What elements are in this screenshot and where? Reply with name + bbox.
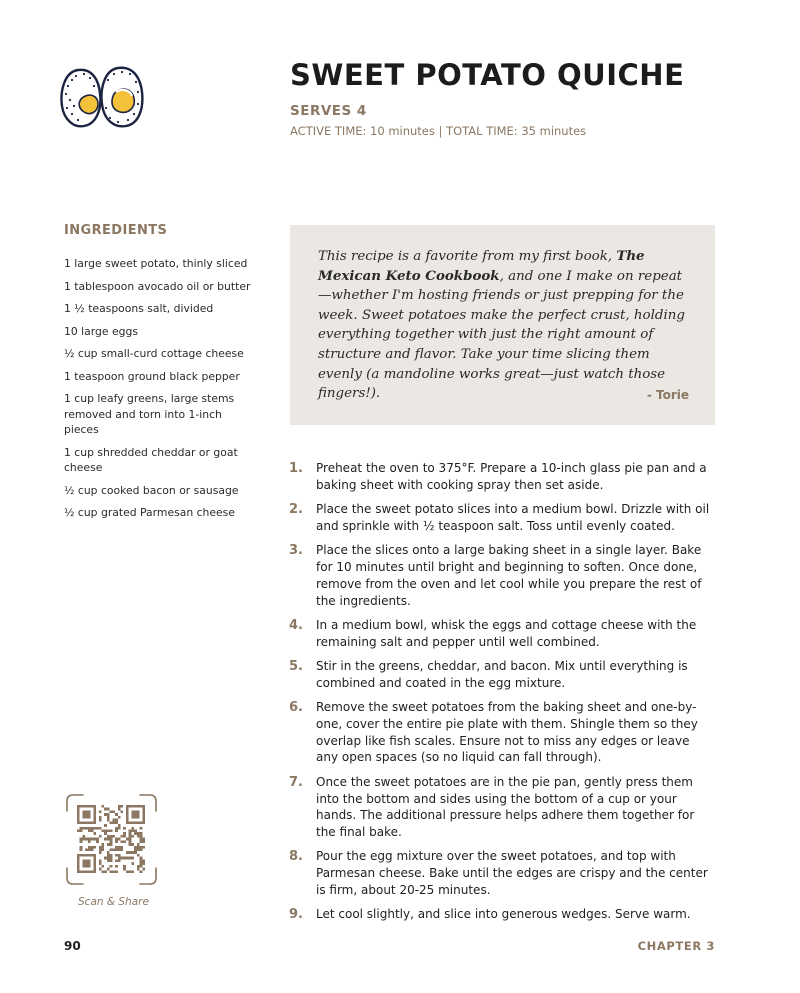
step-text: Pour the egg mixture over the sweet potatoes, and top with Parmesan cheese. Bake until the edges are crispy and the center is firm, about 20-25 minutes.: [316, 849, 708, 898]
step-text: Place the sweet potato slices into a medium bowl. Drizzle with oil and sprinkle with ½ teaspoon salt. Toss until evenly coated.: [316, 502, 710, 533]
ingredient-item: 1 ½ teaspoons salt, divided: [64, 302, 214, 315]
page-number: 90: [64, 939, 81, 953]
quote-text: [318, 247, 689, 404]
quote-text-start: This recipe is a favorite from my first book,: [318, 249, 617, 264]
ingredient-item: ½ cup cooked bacon or sausage: [64, 483, 239, 497]
step-item: [289, 617, 715, 651]
step-item: [289, 542, 715, 609]
ingredient-item: ½ cup grated Parmesan cheese: [64, 506, 235, 519]
step-text: Let cool slightly, and slice into generous wedges. Serve warm.: [316, 907, 691, 922]
quote-book-title: The Mexican Keto Cookbook: [318, 248, 645, 284]
qr-code[interactable]: [77, 805, 145, 873]
step-item: [289, 906, 715, 923]
step-text: Place the slices onto a large baking sheet in a single layer. Bake for 10 minutes until bright and beginning to soften. Once done, remove from the oven and let cool while you prepare the rest of the ingredients.: [316, 543, 702, 608]
qr-caption: Scan & Share: [78, 896, 149, 908]
step-item: [289, 460, 715, 494]
step-number: 2.: [289, 502, 303, 518]
step-item: [289, 501, 715, 535]
chapter-label: CHAPTER 3: [637, 939, 715, 953]
quote-author: - Torie: [646, 388, 689, 402]
recipe-title: SWEET POTATO QUICHE: [290, 58, 685, 92]
cracked-eggs-icon: [56, 62, 146, 132]
step-text: Stir in the greens, cheddar, and bacon. Mix until everything is combined and coated in the egg mixture.: [316, 658, 688, 690]
step-item: [289, 774, 715, 841]
quote-text-end: , and one I make on repeat—whether I'm hosting friends or just prepping for the week. Sweet potatoes make the perfect crust, holding everything together with just the right amount of structure and flavor. Take your time slicing them evenly (a mandoline works great—just watch those fingers!).: [318, 268, 685, 402]
ingredients-heading: INGREDIENTS: [64, 223, 168, 238]
step-text: Remove the sweet potatoes from the baking sheet and one-by-one, cover the entire pie plate with them. Shingle them so they overlap like fish scales. Ensure not to miss any edges or leave any open spaces (so no liquid can fall through).: [316, 700, 698, 765]
step-number: 9.: [289, 907, 303, 923]
step-number: 4.: [289, 617, 303, 633]
author-quote-box: [290, 225, 715, 425]
instructions-list: [289, 460, 715, 931]
step-item: [289, 658, 715, 692]
step-text: In a medium bowl, whisk the eggs and cottage cheese with the remaining salt and pepper until well combined.: [316, 617, 697, 649]
step-number: 7.: [289, 774, 303, 790]
step-number: 1.: [289, 461, 303, 476]
ingredient-item: 10 large eggs: [64, 324, 138, 338]
step-number: 6.: [289, 700, 303, 716]
ingredient-item: ½ cup small-curd cottage cheese: [64, 347, 244, 360]
step-text: Preheat the oven to 375°F. Prepare a 10-inch glass pie pan and a baking sheet with cooking spray then set aside.: [316, 461, 707, 492]
ingredient-item: 1 tablespoon avocado oil or butter: [64, 279, 251, 293]
step-item: [289, 848, 715, 898]
step-number: 3.: [289, 543, 303, 559]
step-item: [289, 699, 715, 766]
ingredients-list: [64, 256, 254, 528]
servings: SERVES 4: [290, 103, 367, 119]
step-text: Once the sweet potatoes are in the pie pan, gently press them into the bottom and sides using the bottom of a cup or your hands. The additional pressure helps adhere them together for the final bake.: [316, 774, 695, 840]
ingredient-item: 1 large sweet potato, thinly sliced: [64, 257, 248, 270]
ingredient-item: 1 cup leafy greens, large stems removed and torn into 1-inch pieces: [64, 392, 235, 436]
step-number: 8.: [289, 849, 303, 865]
step-number: 5.: [289, 658, 303, 674]
recipe-times: ACTIVE TIME: 10 minutes | TOTAL TIME: 35 minutes: [290, 124, 587, 138]
ingredient-item: 1 cup shredded cheddar or goat cheese: [64, 445, 238, 474]
ingredient-item: 1 teaspoon ground black pepper: [64, 369, 240, 383]
